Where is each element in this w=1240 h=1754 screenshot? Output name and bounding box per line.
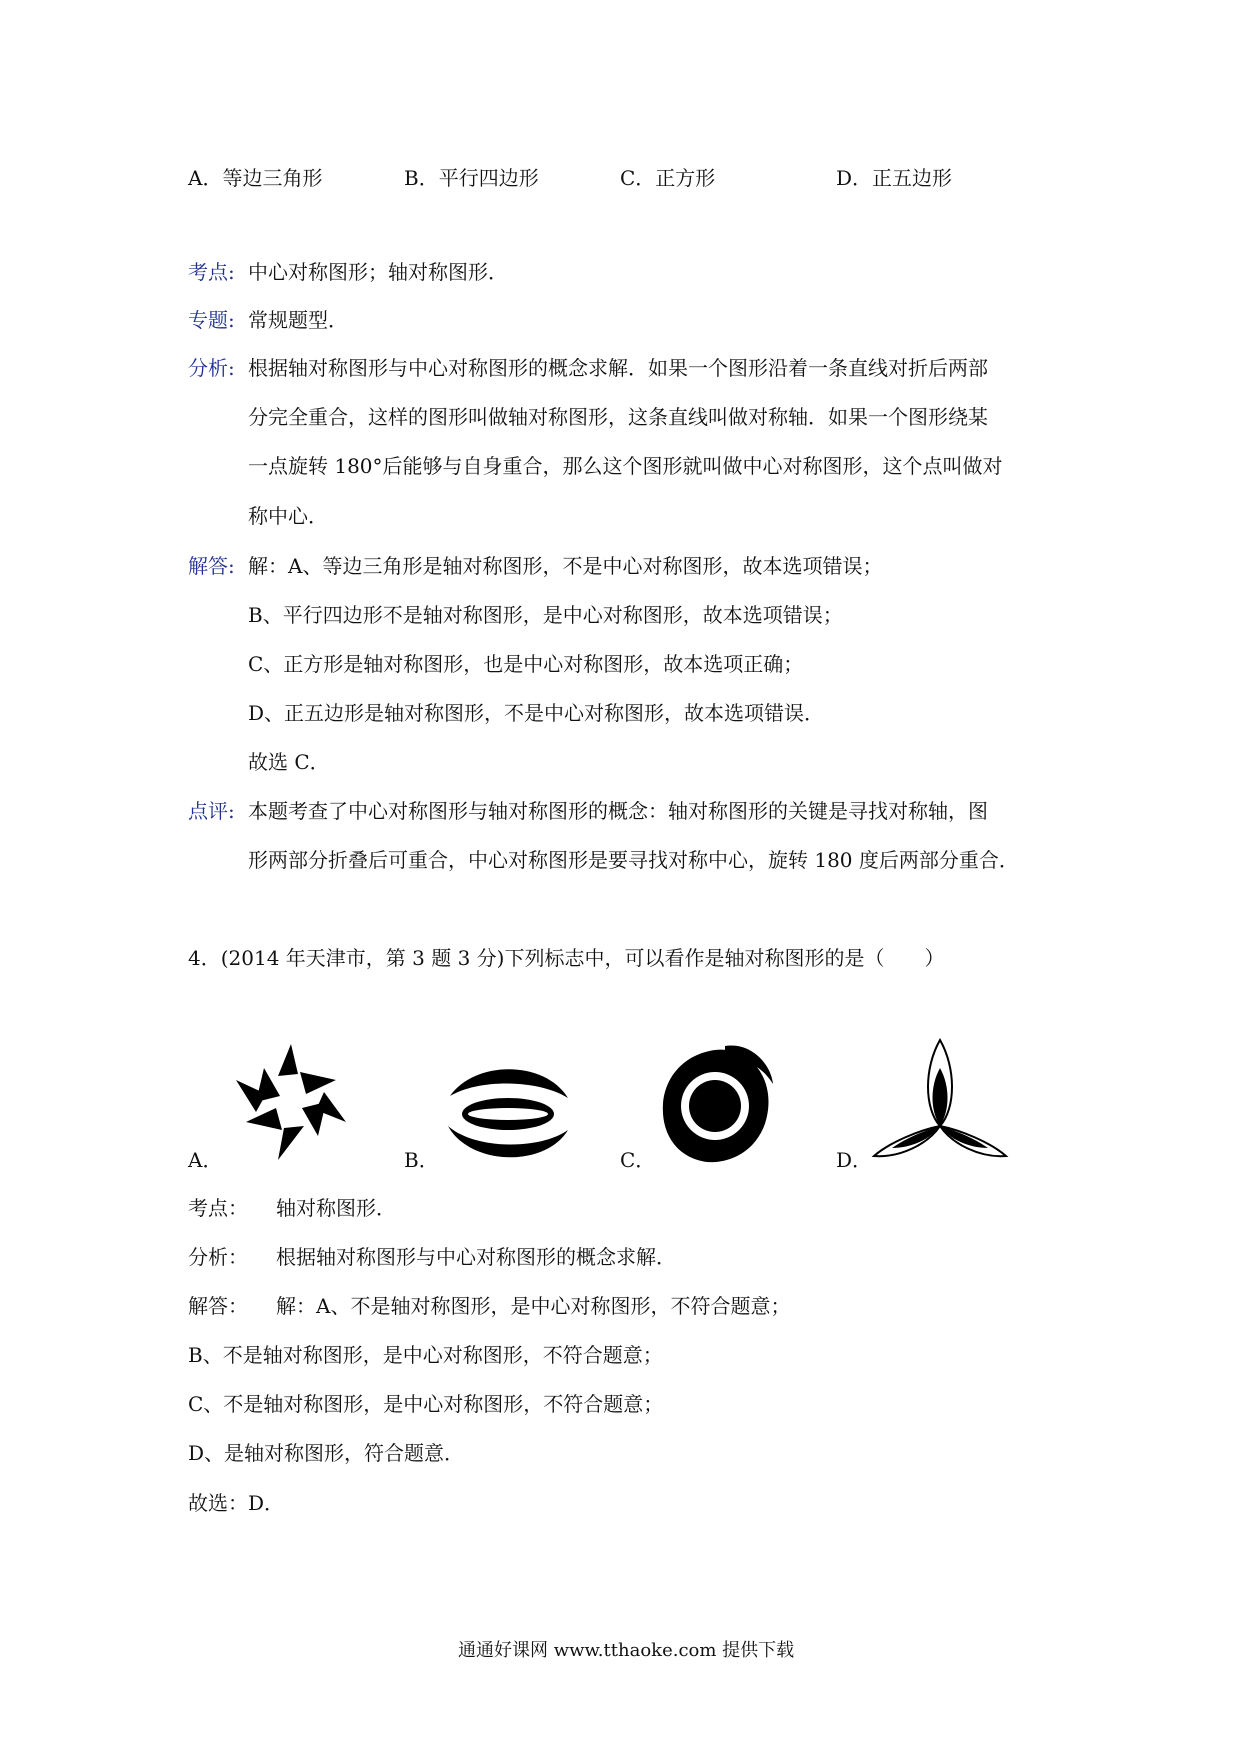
q3-dianping-label: 点评: [188,799,235,823]
q3-fenxi-label: 分析: [188,356,235,380]
q4-jieda-line-5: 故选：D． [188,1491,285,1515]
option-d: D．正五边形 [836,166,953,190]
q4-fenxi-label: 分析： [188,1245,248,1269]
q4-stem: 4．(2014 年天津市，第 3 题 3 分)下列标志中，可以看作是轴对称图形的是（ ） [188,946,945,970]
q3-zhuanti-text: 常规题型． [248,308,348,332]
q3-zhuanti-label: 专题: [188,308,235,332]
q3-fenxi-line-2: 分完全重合，这样的图形叫做轴对称图形，这条直线叫做对称轴．如果一个图形绕某 [248,405,988,429]
figure-d-petal-emblem [870,1038,1010,1168]
q3-jieda-line-4: D、正五边形是轴对称图形，不是中心对称图形，故本选项错误． [248,701,825,725]
figure-b-label: B． [404,1148,439,1172]
q3-kaodian-text: 中心对称图形；轴对称图形． [248,260,508,284]
q3-dianping-line-1: 本题考查了中心对称图形与轴对称图形的概念：轴对称图形的关键是寻找对称轴，图 [248,799,988,823]
figure-c-swirl-emblem [655,1038,775,1168]
q4-jieda-line-4: D、是轴对称图形，符合题意． [188,1441,465,1465]
q4-jieda-line-3: C、不是轴对称图形，是中心对称图形，不符合题意； [188,1392,664,1416]
q3-jieda-line-3: C、正方形是轴对称图形，也是中心对称图形，故本选项正确； [248,652,804,676]
option-a: A．等边三角形 [188,166,323,190]
q4-kaodian-label: 考点： [188,1196,248,1220]
q4-kaodian-text: 轴对称图形． [276,1196,396,1220]
q3-jieda-line-1: 解：A、等边三角形是轴对称图形，不是中心对称图形，故本选项错误； [248,554,883,578]
option-c: C．正方形 [620,166,716,190]
q3-jieda-line-2: B、平行四边形不是轴对称图形，是中心对称图形，故本选项错误； [248,603,843,627]
q4-jieda-label: 解答： [188,1294,248,1318]
q3-dianping-line-2: 形两部分折叠后可重合，中心对称图形是要寻找对称中心，旋转 180 度后两部分重合． [248,848,1019,872]
option-b: B．平行四边形 [404,166,539,190]
q3-fenxi-line-4: 称中心． [248,504,328,528]
figure-c-label: C． [620,1148,656,1172]
figure-a-label: A． [188,1148,223,1172]
page-footer: 通通好课网 www.tthaoke.com 提供下载 [458,1640,795,1661]
q4-jieda-line-1: 解：A、不是轴对称图形，是中心对称图形，不符合题意； [276,1294,791,1318]
q3-fenxi-line-1: 根据轴对称图形与中心对称图形的概念求解．如果一个图形沿着一条直线对折后两部 [248,356,988,380]
figure-d-label: D． [836,1148,873,1172]
q4-fenxi-text: 根据轴对称图形与中心对称图形的概念求解． [276,1245,676,1269]
q4-jieda-line-2: B、不是轴对称图形，是中心对称图形，不符合题意； [188,1343,663,1367]
figure-a-star-emblem [226,1040,356,1165]
q3-jieda-label: 解答: [188,554,235,578]
q3-kaodian-label: 考点: [188,260,235,284]
q3-jieda-line-5: 故选 C． [248,750,330,774]
q3-fenxi-line-3: 一点旋转 180°后能够与自身重合，那么这个图形就叫做中心对称图形，这个点叫做对 [248,454,1003,478]
figure-b-eye-emblem [440,1058,575,1168]
